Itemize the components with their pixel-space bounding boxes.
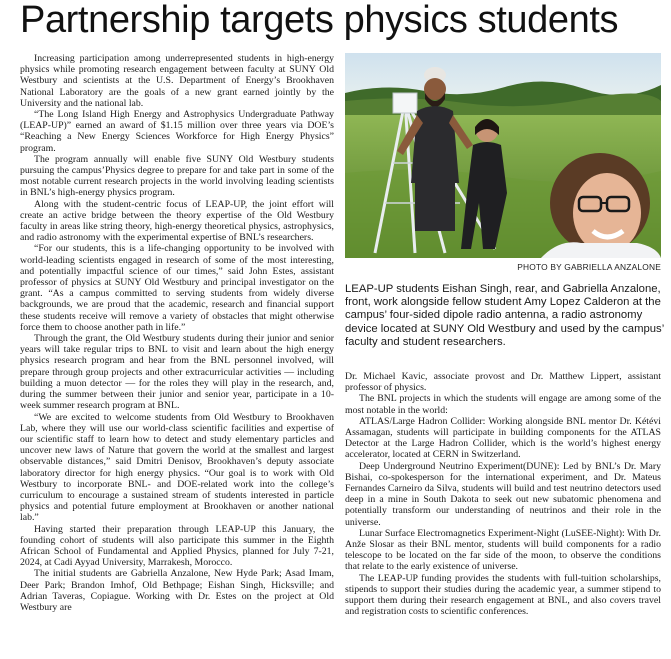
article-paragraph: The initial students are Gabriella Anzalone, New Hyde Park; Asad Imam, Deer Park; Brandon Imhof, Old Bethpage; Eishan Singh, Hicksville; and Adrian Taveras, Copiague. Working with Dr. Estes on the project at Old Westbury are (20, 568, 334, 613)
photo-caption: LEAP-UP students Eishan Singh, rear, and Gabriella Anzalone, front, work alongside fellow student Amy Lopez Calderon at the campus’ four-sided dipole radio antenna, a radio astronomy device located at SUNY Old Westbury and used by the campus’ faculty and student researchers. (345, 283, 664, 348)
article-paragraph: ATLAS/Large Hadron Collider: Working alongside BNL mentor Dr. Kétévi Assamagan, students will participate in building components for the ATLAS Detector at the Large Hadron Collider, which is the world’s highest energy accelerator, located at CERN in Switzerland. (345, 415, 661, 461)
article-paragraph: The program annually will enable five SUNY Old Westbury students pursuing the campus’Physics degree to prepare for and take part in some of the most notable current research projects in the world involving leading scientists in BNL’s high-energy physics program. (20, 153, 334, 199)
article-photo (345, 53, 661, 258)
article-paragraph: “For our students, this is a life-changing opportunity to be involved with world-leading scientists engaged in research of some of the most interesting, and potentially impactful science of our times,” said John Estes, assistant professor of physics at SUNY Old Westbury and principal investigator on the grant. “As a campus committed to serving students from widely diverse backgrounds, we are proud that the academic, research and financial support these students receive will remove a variety of obstacles that might otherwise force them to choose another path in life.” (20, 243, 334, 333)
article-paragraph: Lunar Surface Electromagnetics Experiment-Night (LuSEE-Night): With Dr. Anže Slosar as their BNL mentor, students will build components for a radio telescope to be located on the far side of the moon, to observe the conditions that relate to the early existence of universe. (345, 527, 661, 573)
article-paragraph: Deep Underground Neutrino Experiment(DUNE): Led by BNL’s Dr. Mary Bishai, co-spokesperson for the international experiment, and Dr. Mateus Fernandes Carneiro da Silva, students will build and test neutrino detectors used deep in a mine in South Dakota to seek out new subatomic phenomena and potentially transform our understanding of neutrinos and their role in the universe. (345, 460, 661, 528)
article-paragraph: Along with the student-centric focus of LEAP-UP, the joint effort will create an active bridge between the theory expertise of the Old Westbury faculty in areas like string theory, high-energy theoretical physics, astrophysics, and radio astronomy with the experimental expertise of BNL’s researchers. (20, 198, 334, 244)
article-paragraph: Through the grant, the Old Westbury students during their junior and senior years will take regular trips to BNL to visit and learn about the high energy physics research program and hear from the BNL personnel involved, will prepare through group projects and other extracurricular activities — including building a muon detector — for the roles they will play in the research, and, during the summer between their junior and senior year, participate in a 10-week summer research program at BNL. (20, 333, 334, 412)
article-paragraph: Dr. Michael Kavic, associate provost and Dr. Matthew Lippert, assistant professor of physics. (345, 371, 661, 394)
article-left-column (20, 53, 334, 613)
article-paragraph: Increasing participation among underrepresented students in high-energy physics while promoting research engagement between faculty at SUNY Old Westbury and scientists at the U.S. Department of Energy’s Brookhaven National Laboratory are the goals of a new grant earned jointly by the University and the national lab. (20, 53, 334, 109)
article-paragraph: The BNL projects in which the students will engage are among some of the most notable in the world: (345, 393, 661, 416)
photo-credit: PHOTO BY GABRIELLA ANZALONE (517, 262, 661, 272)
article-paragraph: “The Long Island High Energy and Astrophysics Undergraduate Pathway (LEAP-UP)” earned an award of $1.15 million over three years via DOE’s “Reaching a New Energy Sciences Workforce for High Energy Physics” program. (20, 109, 334, 154)
article-paragraph: Having started their preparation through LEAP-UP this January, the founding cohort of students will also participate this summer in the Eighth African School of Fundamental and Applied Physics, planned for July 7-21, 2024, at Cadi Ayyad University, Marrakesh, Morocco. (20, 523, 334, 569)
article-paragraph: The LEAP-UP funding provides the students with full-tuition scholarships, stipends to support their studies during the academic year, a summer stipend to support them during their research engagement at BNL, and also covers travel and registration costs to scientific conferences. (345, 572, 661, 618)
headline: Partnership targets physics students (20, 0, 619, 41)
article-right-column (345, 371, 661, 617)
article-paragraph: “We are excited to welcome students from Old Westbury to Brookhaven Lab, where they will use our world-class scientific facilities and expertise of our scientific staff to learn how to detect and study elementary particles and uncover new laws of Nature that govern the world at the smallest and largest observable distances,” said Dmitri Denisov, Brookhaven’s deputy associate laboratory director for high energy physics. “Our goal is to work with Old Westbury to incorporate BNL- and DOE-related work into the college’s curriculum to encourage a sustained stream of students interested in particle physics and potential future employment at Brookhaven or another national lab.” (20, 411, 334, 524)
